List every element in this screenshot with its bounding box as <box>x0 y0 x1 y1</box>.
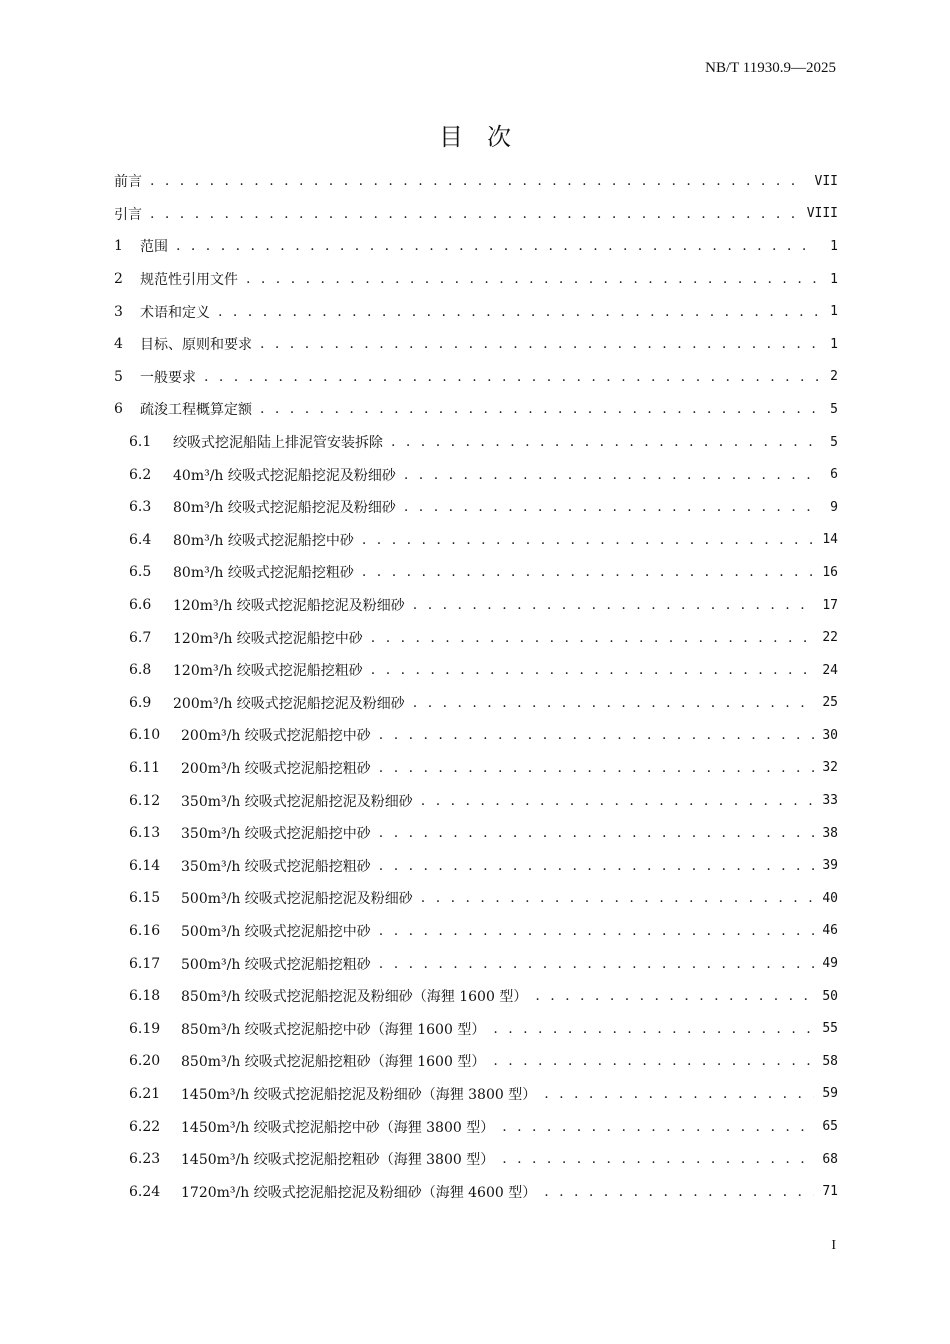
toc-entry-page: 14 <box>822 532 838 548</box>
toc-entry[interactable] <box>114 198 838 231</box>
toc-entry-number: 6.4 <box>129 531 152 548</box>
toc-entry-label: 一般要求 <box>140 369 196 386</box>
toc-entry-label: 1450m³/h 绞吸式挖泥船挖粗砂（海狸 3800 型） <box>181 1152 495 1169</box>
toc-entry[interactable] <box>114 426 838 459</box>
toc-entry-label: 绞吸式挖泥船陆上排泥管安装拆除 <box>173 435 383 452</box>
toc-entry-number: 4 <box>114 336 123 353</box>
toc-leader-dots <box>379 760 815 776</box>
toc-entry[interactable] <box>114 230 838 263</box>
toc-leader-dots <box>260 401 818 417</box>
toc-entry-page: 38 <box>822 825 838 841</box>
toc-entry-page: 2 <box>830 369 838 385</box>
toc-entry[interactable] <box>114 524 838 557</box>
toc-entry-page: 68 <box>822 1151 838 1167</box>
toc-entry-label: 1450m³/h 绞吸式挖泥船挖中砂（海狸 3800 型） <box>181 1119 495 1136</box>
toc-entry-number: 1 <box>114 238 123 255</box>
toc-entry-page: 65 <box>822 1119 838 1135</box>
toc-entry-page: 25 <box>822 695 838 711</box>
toc-entry-page: 46 <box>822 923 838 939</box>
toc-entry-label: 500m³/h 绞吸式挖泥船挖泥及粉细砂 <box>181 891 413 908</box>
toc-entry-page: 39 <box>822 858 838 874</box>
toc-leader-dots <box>421 793 815 809</box>
toc-entry-page: 32 <box>822 760 838 776</box>
toc-entry-label: 40m³/h 绞吸式挖泥船挖泥及粉细砂 <box>173 467 396 484</box>
toc-entry-page: VII <box>814 173 838 189</box>
toc-leader-dots <box>371 630 815 646</box>
toc-entry[interactable] <box>114 1078 838 1111</box>
toc-leader-dots <box>493 1021 814 1037</box>
toc-entry-page: 16 <box>822 564 838 580</box>
toc-entry-page: 49 <box>822 956 838 972</box>
toc-entry-number: 6.11 <box>129 759 161 776</box>
toc-entry-label: 80m³/h 绞吸式挖泥船挖泥及粉细砂 <box>173 500 396 517</box>
toc-entry-number: 6.5 <box>129 564 152 581</box>
toc-entry-page: VIII <box>806 206 838 222</box>
toc-entry[interactable] <box>114 361 838 394</box>
toc-entry[interactable] <box>114 882 838 915</box>
toc-entry[interactable] <box>114 491 838 524</box>
toc-leader-dots <box>404 499 818 515</box>
toc-entry-number: 6.8 <box>129 662 152 679</box>
toc-entry-page: 58 <box>822 1053 838 1069</box>
toc-entry-label: 术语和定义 <box>140 304 210 321</box>
toc-entry[interactable] <box>114 980 838 1013</box>
toc-entry-number: 6.22 <box>129 1118 161 1135</box>
toc-entry-number: 6.2 <box>129 466 152 483</box>
toc-entry-number: 6.1 <box>129 434 152 451</box>
toc-entry-number: 6.12 <box>129 792 161 809</box>
toc-entry[interactable] <box>114 849 838 882</box>
toc-entry[interactable] <box>114 947 838 980</box>
page-title: 目 次 <box>439 123 511 151</box>
toc-entry-page: 5 <box>830 401 838 417</box>
toc-leader-dots <box>493 1053 814 1069</box>
toc-entry[interactable] <box>114 1012 838 1045</box>
toc-entry-label: 850m³/h 绞吸式挖泥船挖泥及粉细砂（海狸 1600 型） <box>181 989 528 1006</box>
toc-leader-dots <box>150 173 807 189</box>
toc-entry-number: 6.14 <box>129 857 161 874</box>
toc-entry-label: 1450m³/h 绞吸式挖泥船挖泥及粉细砂（海狸 3800 型） <box>181 1086 537 1103</box>
toc-entry[interactable] <box>114 458 838 491</box>
toc-entry-page: 71 <box>822 1184 838 1200</box>
toc-entry-label: 规范性引用文件 <box>140 272 238 289</box>
toc-leader-dots <box>413 695 815 711</box>
toc-entry-page: 59 <box>822 1086 838 1102</box>
toc-entry-page: 24 <box>822 662 838 678</box>
toc-entry-number: 6.20 <box>129 1053 161 1070</box>
toc-entry-number: 6.9 <box>129 694 152 711</box>
toc-entry-label: 850m³/h 绞吸式挖泥船挖中砂（海狸 1600 型） <box>181 1021 486 1038</box>
toc-entry-label: 疏浚工程概算定额 <box>140 402 252 419</box>
toc-entry-page: 9 <box>830 499 838 515</box>
toc-entry[interactable] <box>114 1045 838 1078</box>
toc-entry-number: 6.24 <box>129 1183 161 1200</box>
toc-entry-number: 6.23 <box>129 1151 161 1168</box>
toc-entry-label: 350m³/h 绞吸式挖泥船挖中砂 <box>181 826 371 843</box>
toc-leader-dots <box>379 923 815 939</box>
toc-entry-number: 6.15 <box>129 890 161 907</box>
toc-entry-label: 120m³/h 绞吸式挖泥船挖粗砂 <box>173 663 363 680</box>
toc-entry[interactable] <box>114 263 838 296</box>
toc-entry-number: 6.6 <box>129 597 152 614</box>
toc-entry[interactable] <box>114 393 838 426</box>
toc-entry-number: 6.21 <box>129 1085 161 1102</box>
toc-leader-dots <box>379 727 815 743</box>
toc-leader-dots <box>379 956 815 972</box>
toc-entry-page: 33 <box>822 793 838 809</box>
toc-leader-dots <box>421 890 815 906</box>
toc-leader-dots <box>218 304 818 320</box>
toc-entry-number: 6.19 <box>129 1020 161 1037</box>
toc-entry-label: 200m³/h 绞吸式挖泥船挖粗砂 <box>181 760 371 777</box>
toc-entry[interactable] <box>114 1175 838 1208</box>
toc-entry-label: 80m³/h 绞吸式挖泥船挖中砂 <box>173 532 354 549</box>
toc-leader-dots <box>176 238 818 254</box>
toc-entry[interactable] <box>114 817 838 850</box>
toc-entry-number: 6.18 <box>129 988 161 1005</box>
toc-leader-dots <box>404 467 818 483</box>
toc-leader-dots <box>379 858 815 874</box>
toc-entry[interactable] <box>114 687 838 720</box>
toc-entry[interactable] <box>114 295 838 328</box>
toc-entry-label: 1720m³/h 绞吸式挖泥船挖泥及粉细砂（海狸 4600 型） <box>181 1184 537 1201</box>
toc-entry-page: 5 <box>830 434 838 450</box>
toc-leader-dots <box>391 434 818 450</box>
toc-entry[interactable] <box>114 165 838 198</box>
toc-entry-page: 22 <box>822 630 838 646</box>
toc-leader-dots <box>362 532 814 548</box>
toc-entry-page: 1 <box>830 271 838 287</box>
toc-entry-label: 前言 <box>114 174 142 191</box>
toc-entry-page: 50 <box>822 988 838 1004</box>
toc-entry-label: 目标、原则和要求 <box>140 337 252 354</box>
toc-entry-label: 引言 <box>114 206 142 223</box>
toc-entry-number: 6.7 <box>129 629 152 646</box>
toc-entry[interactable] <box>114 328 838 361</box>
toc-entry-label: 500m³/h 绞吸式挖泥船挖粗砂 <box>181 956 371 973</box>
toc-entry[interactable] <box>114 1110 838 1143</box>
toc-leader-dots <box>544 1184 814 1200</box>
toc-entry-page: 1 <box>830 336 838 352</box>
toc-leader-dots <box>371 662 815 678</box>
toc-entry-number: 3 <box>114 303 123 320</box>
toc-entry[interactable] <box>114 752 838 785</box>
document-code: NB/T 11930.9—2025 <box>705 60 836 76</box>
toc-entry-label: 120m³/h 绞吸式挖泥船挖中砂 <box>173 630 363 647</box>
toc-entry[interactable] <box>114 1143 838 1176</box>
toc-leader-dots <box>502 1151 814 1167</box>
toc-entry-label: 80m³/h 绞吸式挖泥船挖粗砂 <box>173 565 354 582</box>
toc-leader-dots <box>204 369 818 385</box>
toc-entry-number: 6 <box>114 401 123 418</box>
page-number: I <box>831 1238 836 1253</box>
toc-leader-dots <box>379 825 815 841</box>
toc-entry-number: 2 <box>114 271 123 288</box>
toc-leader-dots <box>260 336 818 352</box>
toc-leader-dots <box>502 1119 814 1135</box>
toc-entry[interactable] <box>114 556 838 589</box>
toc-entry-page: 40 <box>822 890 838 906</box>
toc-entry-page: 17 <box>822 597 838 613</box>
toc-entry-page: 30 <box>822 727 838 743</box>
toc-entry[interactable] <box>114 589 838 622</box>
toc-entry[interactable] <box>114 915 838 948</box>
toc-entry-number: 6.10 <box>129 727 161 744</box>
toc-leader-dots <box>544 1086 814 1102</box>
toc-entry[interactable] <box>114 654 838 687</box>
toc-leader-dots <box>535 988 814 1004</box>
toc-entry-label: 范围 <box>140 239 168 256</box>
toc-leader-dots <box>150 206 799 222</box>
toc-leader-dots <box>413 597 815 613</box>
toc-entry[interactable] <box>114 784 838 817</box>
toc-entry-number: 6.3 <box>129 499 152 516</box>
toc-entry[interactable] <box>114 621 838 654</box>
toc-entry-page: 1 <box>830 304 838 320</box>
toc-entry-number: 6.13 <box>129 825 161 842</box>
toc-entry-label: 350m³/h 绞吸式挖泥船挖泥及粉细砂 <box>181 793 413 810</box>
toc-entry-page: 55 <box>822 1021 838 1037</box>
toc-entry-number: 6.17 <box>129 955 161 972</box>
toc-entry-label: 200m³/h 绞吸式挖泥船挖中砂 <box>181 728 371 745</box>
toc-entry-label: 120m³/h 绞吸式挖泥船挖泥及粉细砂 <box>173 598 405 615</box>
toc-entry-number: 5 <box>114 368 123 385</box>
toc-leader-dots <box>362 564 814 580</box>
toc-entry-label: 200m³/h 绞吸式挖泥船挖泥及粉细砂 <box>173 695 405 712</box>
toc-entry-label: 850m³/h 绞吸式挖泥船挖粗砂（海狸 1600 型） <box>181 1054 486 1071</box>
toc-entry-number: 6.16 <box>129 922 161 939</box>
toc-entry-page: 1 <box>830 238 838 254</box>
toc-entry-label: 350m³/h 绞吸式挖泥船挖粗砂 <box>181 858 371 875</box>
toc-entry[interactable] <box>114 719 838 752</box>
toc-leader-dots <box>246 271 818 287</box>
toc-entry-page: 6 <box>830 467 838 483</box>
toc-entry-label: 500m³/h 绞吸式挖泥船挖中砂 <box>181 923 371 940</box>
table-of-contents <box>114 165 838 1208</box>
